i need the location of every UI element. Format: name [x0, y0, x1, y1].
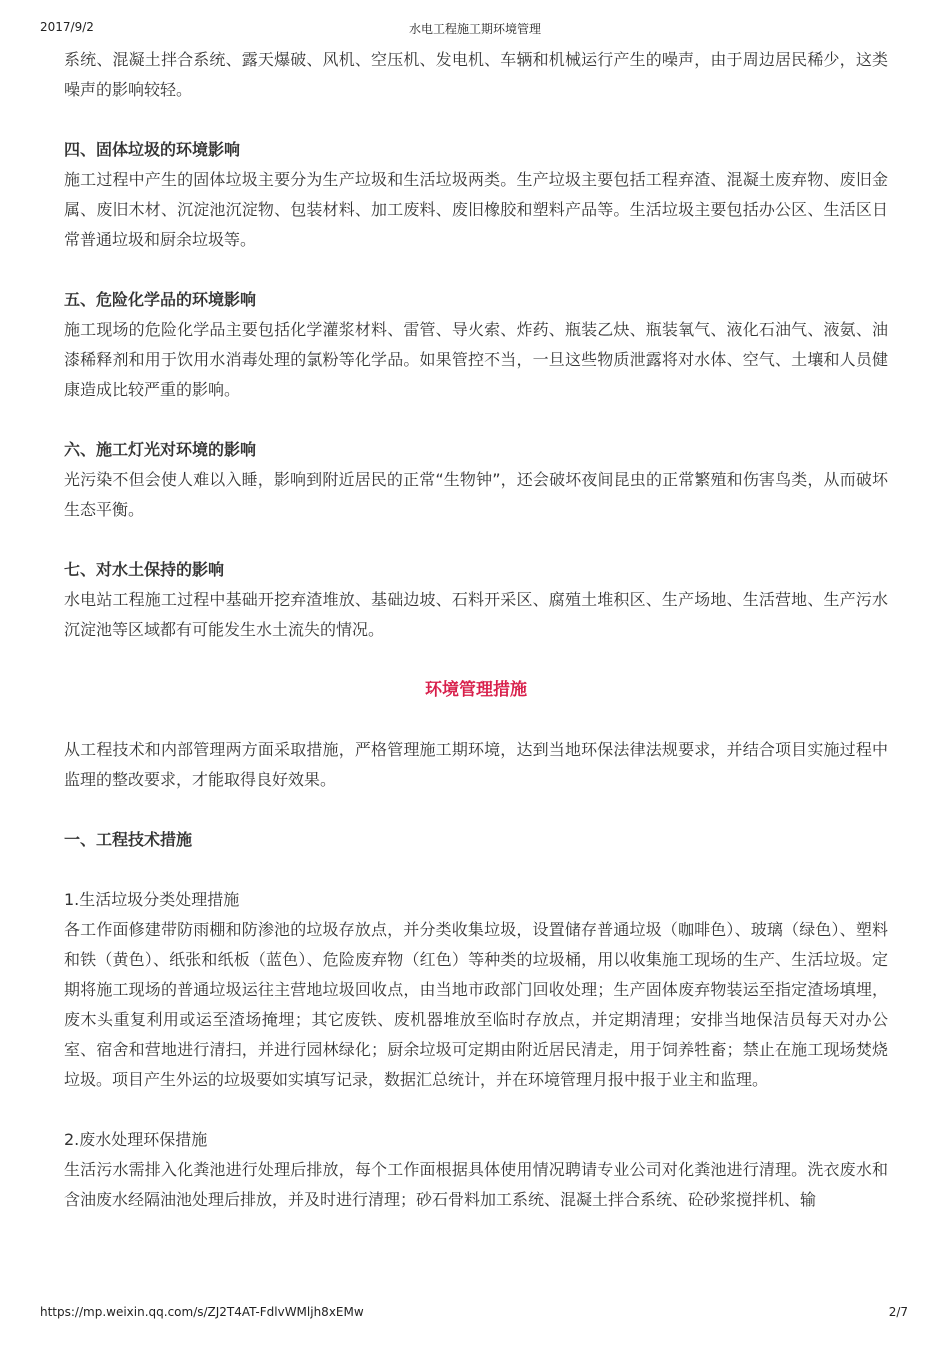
- paragraph-garbage-sorting: 各工作面修建带防雨棚和防渗池的垃圾存放点，并分类收集垃圾，设置储存普通垃圾（咖啡色）、玻璃（绿色）、塑料和铁（黄色）、纸张和纸板（蓝色）、危险废弃物（红色）等种类的垃圾桶，用以收集施工现场的生产、生活垃圾。定期将施工现场的普通垃圾运往主营地垃圾回收点，由当地市政部门回收处理；生产固体废弃物装运至指定渣场填埋，废木头重复利用或运至渣场掩埋；其它废铁、废机器堆放至临时存放点，并定期清理；安排当地保洁员每天对办公室、宿舍和营地进行清扫，并进行园林绿化；厨余垃圾可定期由附近居民清走，用于饲养牲畜；禁止在施工现场焚烧垃圾。项目产生外运的垃圾要如实填写记录，数据汇总统计，并在环境管理月报中报于业主和监理。: [64, 920, 888, 1089]
- subheading-wastewater: 2.废水处理环保措施: [64, 1130, 208, 1149]
- subheading-garbage-sorting: 1.生活垃圾分类处理措施: [64, 890, 240, 909]
- paragraph-management-intro: 从工程技术和内部管理两方面采取措施，严格管理施工期环境，达到当地环保法律法规要求，并结合项目实施过程中监理的整改要求，才能取得良好效果。: [64, 740, 888, 789]
- header-title: 水电工程施工期环境管理: [408, 22, 541, 36]
- footer-page-number: 2/7: [888, 1305, 908, 1319]
- heading-lighting: 六、施工灯光对环境的影响: [64, 440, 257, 459]
- article-body: [64, 45, 888, 1215]
- section-title-management: 环境管理措施: [425, 680, 527, 700]
- heading-hazardous-chemicals: 五、危险化学品的环境影响: [64, 290, 257, 309]
- heading-engineering-measures: 一、工程技术措施: [64, 830, 193, 849]
- paragraph-soil-conservation: 水电站工程施工过程中基础开挖弃渣堆放、基础边坡、石料开采区、腐殖土堆积区、生产场地、生活营地、生产污水沉淀池等区域都有可能发生水土流失的情况。: [64, 590, 888, 639]
- heading-solid-waste: 四、固体垃圾的环境影响: [64, 140, 241, 159]
- paragraph-wastewater: 生活污水需排入化粪池进行处理后排放，每个工作面根据具体使用情况聘请专业公司对化粪池进行清理。洗衣废水和含油废水经隔油池处理后排放，并及时进行清理；砂石骨料加工系统、混凝土拌合系统、砼砂浆搅拌机、输: [64, 1160, 888, 1209]
- header-date: 2017/9/2: [40, 20, 94, 34]
- paragraph-hazardous-chemicals: 施工现场的危险化学品主要包括化学灌浆材料、雷管、导火索、炸药、瓶装乙炔、瓶装氧气、液化石油气、液氨、油漆稀释剂和用于饮用水消毒处理的氯粉等化学品。如果管控不当，一旦这些物质泄露将对水体、空气、土壤和人员健康造成比较严重的影响。: [64, 320, 888, 399]
- paragraph-solid-waste: 施工过程中产生的固体垃圾主要分为生产垃圾和生活垃圾两类。生产垃圾主要包括工程弃渣、混凝土废弃物、废旧金属、废旧木材、沉淀池沉淀物、包装材料、加工废料、废旧橡胶和塑料产品等。生活垃圾主要包括办公区、生活区日常普通垃圾和厨余垃圾等。: [64, 170, 888, 249]
- paragraph-lighting: 光污染不但会使人难以入睡，影响到附近居民的正常“生物钟”，还会破坏夜间昆虫的正常繁殖和伤害鸟类，从而破坏生态平衡。: [64, 470, 888, 519]
- heading-soil-conservation: 七、对水土保持的影响: [64, 560, 225, 579]
- footer-url: https://mp.weixin.qq.com/s/ZJ2T4AT-FdlvWMljh8xEMw: [40, 1305, 364, 1319]
- paragraph-noise-continued: 系统、混凝土拌合系统、露天爆破、风机、空压机、发电机、车辆和机械运行产生的噪声，由于周边居民稀少，这类噪声的影响较轻。: [64, 50, 888, 99]
